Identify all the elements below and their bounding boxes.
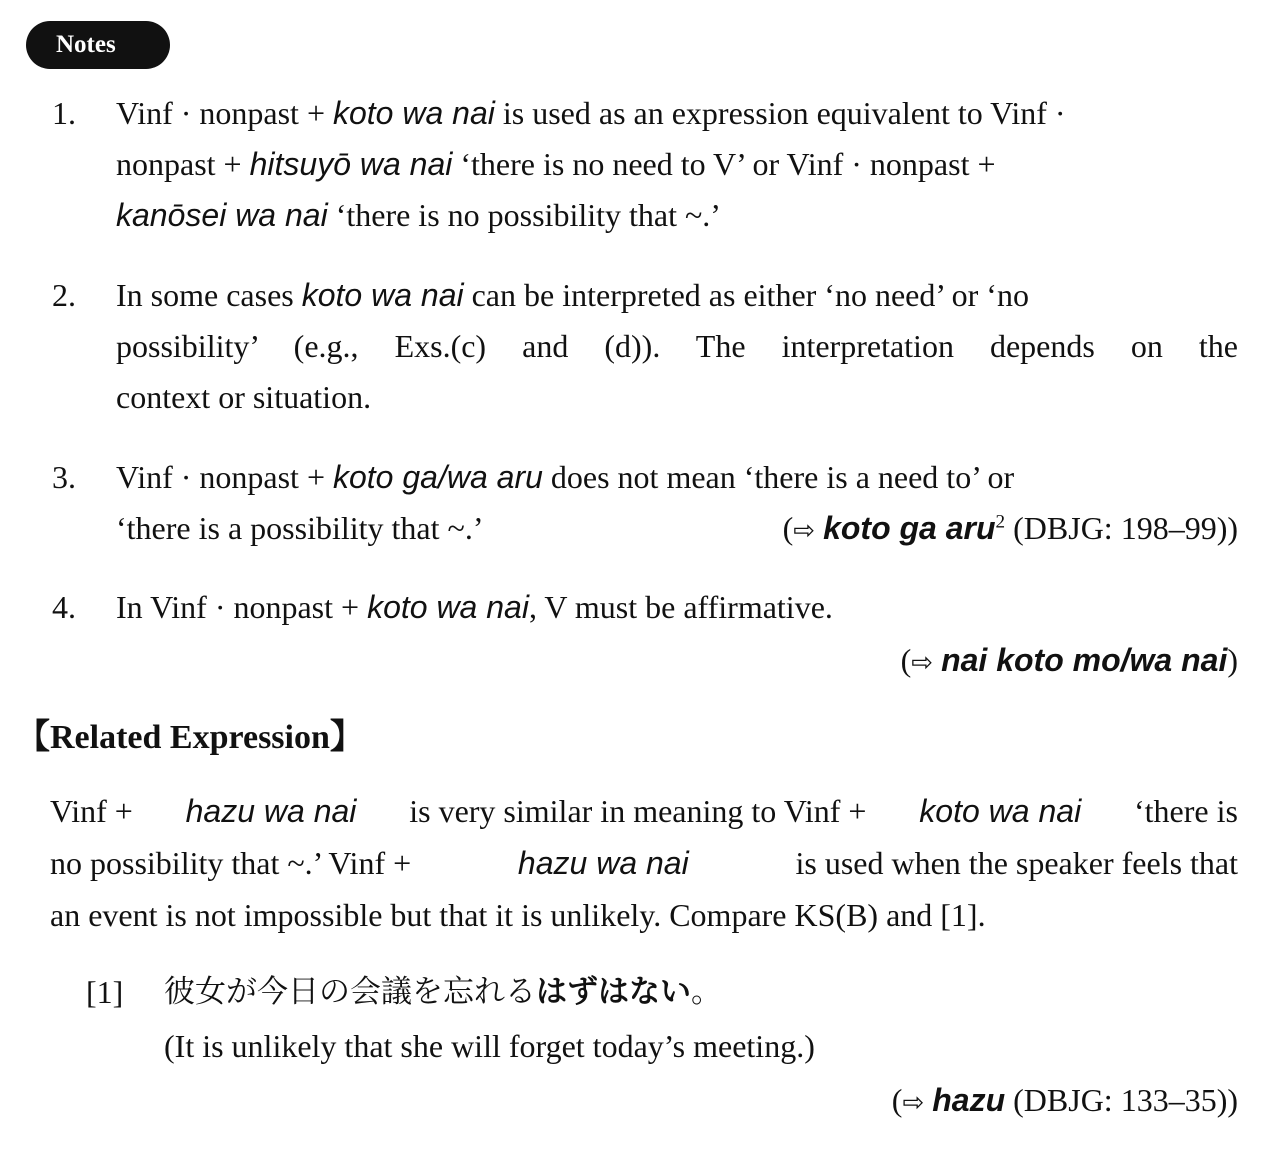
example-highlight: はずはない [536,974,691,1010]
note-number: 3. [52,459,76,495]
cross-reference-koto-ga-aru: (⇨ koto ga aru$^2$ (DBJG: 198–99)) [782,510,1238,546]
reference-term: koto ga aru [823,510,996,546]
arrow-right-icon: ⇨ [902,1088,925,1118]
example-translation: (It is unlikely that she will forget today’s meeting.) [164,1028,815,1064]
note-line: ‘there is a possibility that ~.’ [116,510,484,546]
paragraph-line: no possibility that ~.’ Vinf + hazu wa nai is used when the speaker feels that [50,845,1238,881]
note-line: Vinf · nonpast + koto wa nai is used as an expression equivalent to Vinf · [116,95,1066,131]
note-line: context or situation. [116,379,372,415]
reference-term: hazu [932,1082,1006,1118]
note-body [116,582,1238,633]
note-line: kanōsei wa nai ‘there is no possibility that ~.’ [116,197,721,233]
note-line: In Vinf · nonpast + koto wa nai, V must be affirmative. [116,589,833,625]
related-expression-paragraph [50,785,1238,941]
note-line: possibility’ (e.g., Exs.(c) and (d)). The interpretation depends on the [116,328,1238,364]
arrow-right-icon: ⇨ [793,516,816,546]
reference-term: nai koto mo/wa nai [941,642,1228,678]
note-line: nonpast + hitsuyō wa nai ‘there is no need to V’ or Vinf · nonpast + [116,146,996,182]
related-expression-heading: 【Related Expression】 [16,719,364,756]
note-line: Vinf · nonpast + koto ga/wa aru does not mean ‘there is a need to’ or [116,459,1015,495]
paragraph-line: an event is not impossible but that it is unlikely. Compare KS(B) and [1]. [50,897,986,933]
note-number: 1. [52,95,76,131]
cross-reference-hazu: (⇨ hazu (DBJG: 133–35)) [891,1082,1238,1118]
paragraph-line: Vinf + hazu wa nai is very similar in meaning to Vinf + koto wa nai ‘there is [50,793,1238,829]
example-number: [1] [86,974,124,1010]
arrow-right-icon: ⇨ [911,648,934,678]
note-number: 4. [52,589,76,625]
note-body [116,270,1238,423]
note-line: In some cases koto wa nai can be interpreted as either ‘no need’ or ‘no [116,277,1029,313]
cross-reference-nai-koto: (⇨ nai koto mo/wa nai) [900,642,1238,678]
example-japanese: 彼女が今日の会議を忘れるはずはない。 [164,974,722,1010]
note-body [116,88,1238,241]
notes-badge: Notes [26,21,170,69]
note-number: 2. [52,277,76,313]
